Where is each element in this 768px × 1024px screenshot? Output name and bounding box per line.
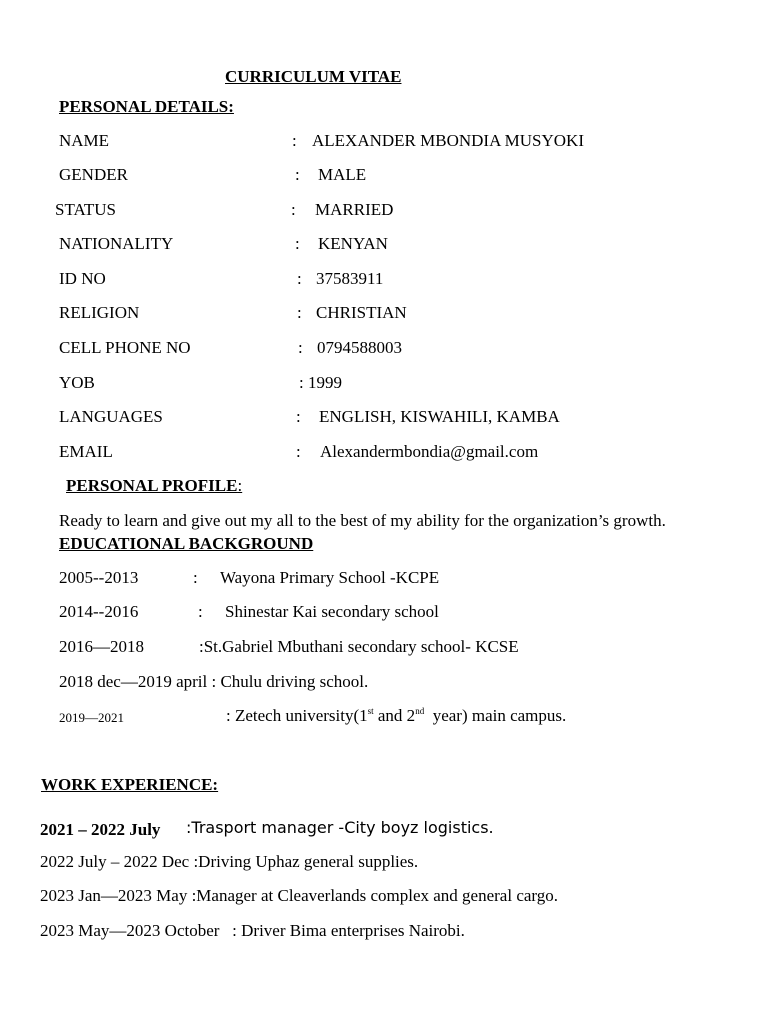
name-separator: : [292,131,297,150]
email-separator: : [296,442,301,461]
languages-separator: : [296,407,301,426]
superscript-nd: nd [415,706,425,716]
id-label: ID NO [59,269,106,288]
status-value: MARRIED [315,200,394,219]
work-line-4: 2023 May—2023 October : Driver Bima enterprises Nairobi. [40,921,465,940]
education-detail-1: Wayona Primary School -KCPE [220,568,440,587]
gender-separator: : [295,165,300,184]
personal-profile-colon: : [237,476,243,495]
gender-label: GENDER [59,165,128,184]
personal-profile-text: Ready to learn and give out my all to the best of my ability for the organization’s growth. [59,511,666,530]
yob-label: YOB [59,373,95,392]
education-detail-5 [226,706,566,726]
personal-profile-heading [62,476,242,496]
languages-value: ENGLISH, KISWAHILI, KAMBA [319,407,560,426]
personal-profile-title: PERSONAL PROFILE [66,476,238,495]
yob-value: : 1999 [299,373,342,392]
education-separator-2: : [198,602,203,621]
education-period-5: 2019—2021 [59,710,124,725]
education-period-2: 2014--2016 [59,602,139,621]
work-line-2: 2022 July – 2022 Dec :Driving Uphaz general supplies. [40,852,419,871]
education-line-4: 2018 dec—2019 april : Chulu driving school. [59,672,369,691]
work-period-1: 2021 – 2022 July [40,820,161,839]
email-value: Alexandermbondia@gmail.com [320,442,539,461]
religion-value: CHRISTIAN [316,303,407,322]
phone-value: 0794588003 [317,338,402,357]
work-experience-heading: WORK EXPERIENCE: [41,775,219,794]
education-detail-5-post: year) main campus. [424,706,567,725]
nationality-label: NATIONALITY [59,234,174,253]
education-detail-3: :St.Gabriel Mbuthani secondary school- KCSE [199,637,519,656]
personal-details-heading: PERSONAL DETAILS: [59,97,234,116]
name-label: NAME [59,131,110,150]
work-line-3: 2023 Jan—2023 May :Manager at Cleaverlands complex and general cargo. [40,886,559,905]
superscript-st: st [367,706,374,716]
id-value: 37583911 [316,269,384,288]
phone-label: CELL PHONE NO [59,338,191,357]
education-period-1: 2005--2013 [59,568,139,587]
email-label: EMAIL [59,442,113,461]
religion-label: RELIGION [59,303,140,322]
status-label: STATUS [55,200,116,219]
status-separator: : [291,200,296,219]
education-separator-1: : [193,568,198,587]
work-detail-1: :Trasport manager -City boyz logistics. [186,818,494,837]
education-heading: EDUCATIONAL BACKGROUND [59,534,314,553]
education-detail-5-pre: : Zetech university(1 [226,706,368,725]
name-value: ALEXANDER MBONDIA MUSYOKI [312,131,584,150]
languages-label: LANGUAGES [59,407,163,426]
education-period-3: 2016—2018 [59,637,144,656]
education-detail-2: Shinestar Kai secondary school [225,602,439,621]
document-title: CURRICULUM VITAE [225,67,402,86]
phone-separator: : [298,338,303,357]
nationality-separator: : [295,234,300,253]
religion-separator: : [297,303,302,322]
gender-value: MALE [318,165,367,184]
education-detail-5-mid: and 2 [373,706,416,725]
id-separator: : [297,269,302,288]
nationality-value: KENYAN [318,234,388,253]
